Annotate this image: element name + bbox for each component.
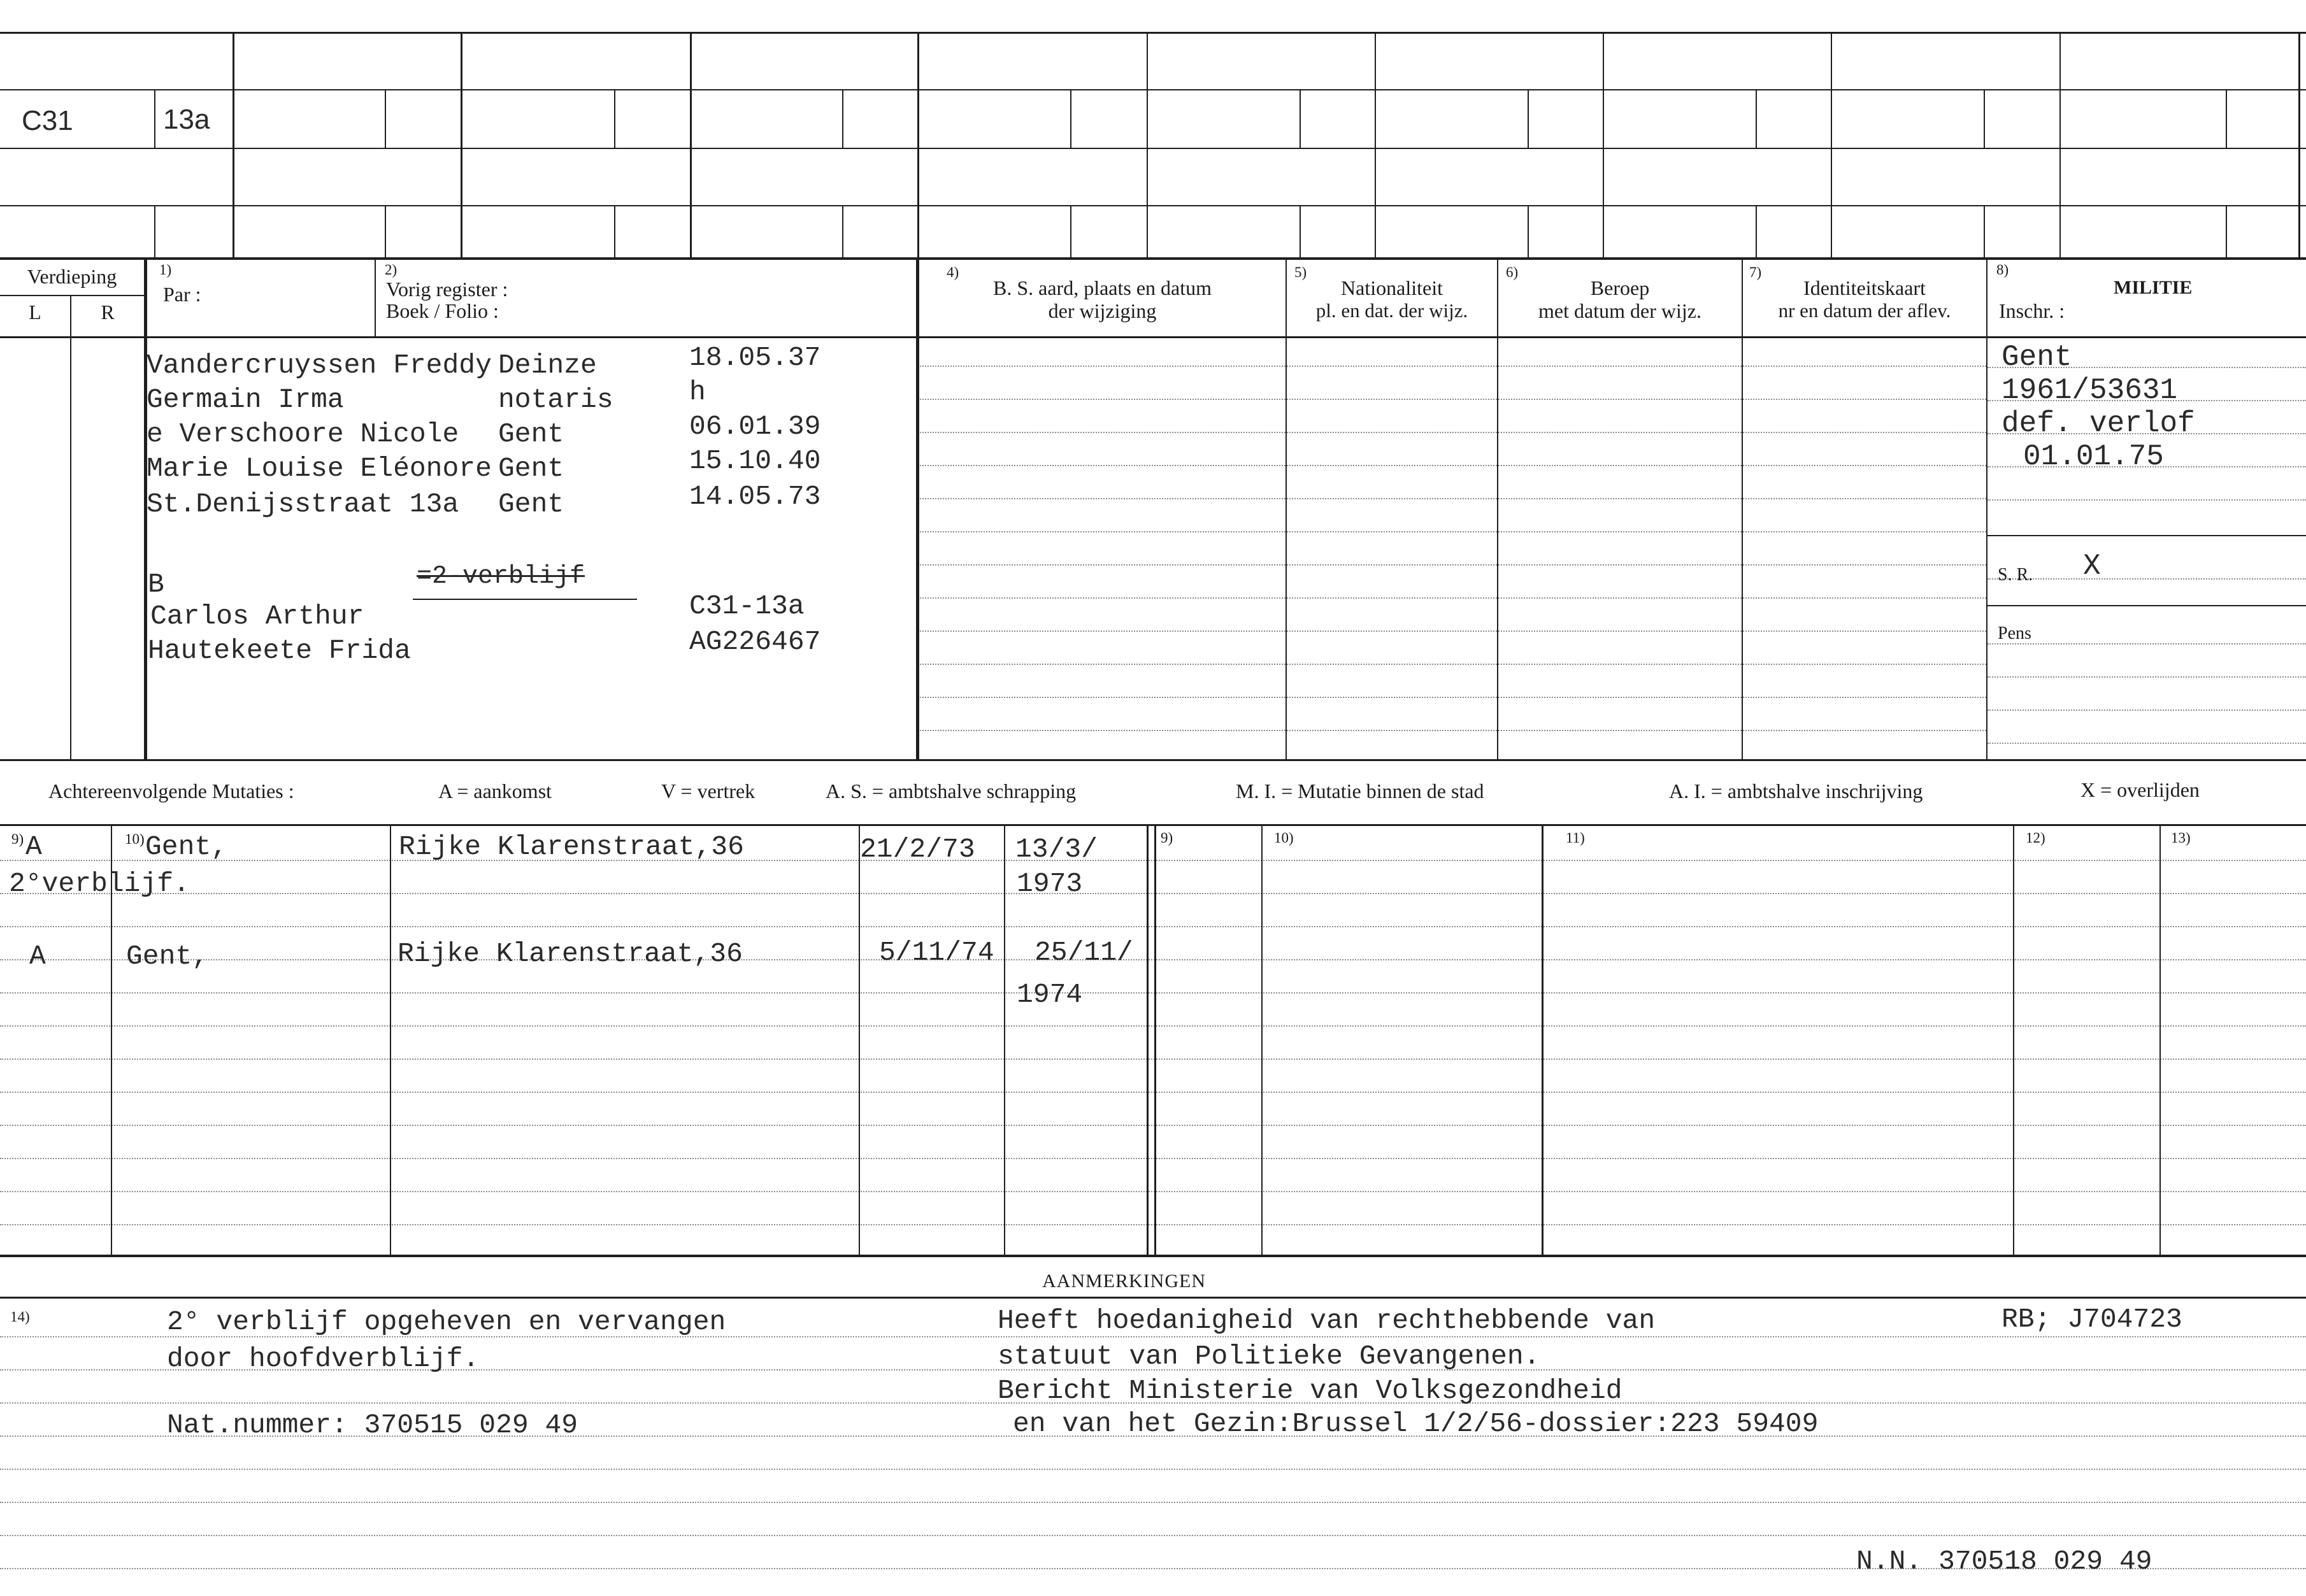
beroep-header-line2: met datum der wijz. — [1538, 299, 1701, 322]
beroep-header-line1: Beroep — [1590, 276, 1650, 299]
remark-left-line1: 2° verblijf opgeheven en vervangen — [167, 1306, 726, 1337]
dotted-ruling — [0, 893, 2306, 894]
col-r-label: R — [101, 301, 115, 324]
dotted-ruling — [1987, 499, 2306, 501]
legend-item-inschrijving: A. I. = ambtshalve inschrijving — [1669, 780, 1923, 802]
col-10b-number: 10) — [1274, 830, 1294, 846]
mutation-2-date13a: 25/11/ — [1035, 937, 1133, 968]
mutation-1-date12: 21/2/73 — [860, 834, 975, 865]
dotted-ruling — [1987, 643, 2306, 645]
dotted-ruling — [0, 1125, 2306, 1126]
col-14-number: 14) — [10, 1309, 30, 1325]
legend-item-schrapping: A. S. = ambtshalve schrapping — [826, 780, 1077, 802]
inschr-label: Inschr. : — [1999, 299, 2065, 322]
dotted-ruling — [920, 664, 1986, 665]
mutation-1-date13b: 1973 — [1017, 868, 1083, 899]
person-row-place: Gent — [498, 418, 564, 450]
persons-frida: Hautekeete Frida — [148, 635, 411, 666]
col-2-number: 2) — [385, 262, 397, 278]
col-9b-number: 9) — [1161, 830, 1173, 846]
dotted-ruling — [1987, 709, 2306, 711]
col-12-number: 12) — [2026, 830, 2045, 846]
legend-item-mutatie: M. I. = Mutatie binnen de stad — [1236, 780, 1484, 802]
nationaliteit-header-line2: pl. en dat. der wijz. — [1315, 299, 1468, 322]
pens-label: Pens — [1998, 623, 2031, 643]
identiteitskaart-header-line2: nr en datum der aflev. — [1778, 299, 1951, 322]
dotted-ruling — [920, 697, 1986, 698]
dotted-ruling — [920, 399, 1986, 400]
remark-nn-number: N.N. 370518 029 49 — [1856, 1546, 2152, 1577]
vorig-register-label: Vorig register : — [386, 278, 508, 301]
militie-line2: 1961/53631 — [2002, 374, 2178, 407]
par-label: Par : — [163, 283, 201, 306]
dotted-ruling — [0, 1058, 2306, 1060]
remarks-title: AANMERKINGEN — [1042, 1271, 1206, 1292]
cell-c31: C31 — [22, 105, 73, 136]
dotted-ruling — [0, 1469, 2306, 1470]
legend-item-overlijden: X = overlijden — [2080, 778, 2200, 801]
col-8-number: 8) — [1996, 262, 2009, 278]
cell-13a: 13a — [163, 104, 210, 135]
dotted-ruling — [920, 465, 1986, 466]
persons-carlos-code: C31-13a — [689, 590, 805, 622]
mutation-2-date12: 5/11/74 — [879, 937, 994, 968]
bs-header-line1: B. S. aard, plaats en datum — [992, 276, 1212, 299]
dotted-ruling — [0, 926, 2306, 927]
dotted-ruling — [920, 531, 1986, 532]
col-1-number: 1) — [159, 262, 172, 278]
persons-frida-code: AG226467 — [689, 626, 821, 657]
col-10-number: 10) — [125, 831, 145, 847]
militie-label: MILITIE — [2114, 277, 2193, 298]
dotted-ruling — [920, 631, 1986, 632]
person-row-place: notaris — [498, 384, 613, 415]
dotted-ruling — [920, 432, 1986, 433]
person-row-place: Gent — [498, 453, 564, 484]
col-4-number: 4) — [947, 264, 959, 280]
mutation-2-city: Gent, — [126, 941, 209, 972]
legend-item-aankomst: A = aankomst — [438, 780, 552, 802]
dotted-ruling — [0, 1502, 2306, 1503]
sr-value: X — [2083, 550, 2101, 583]
persons-strike-note: =2-verblijf — [417, 562, 585, 591]
person-row-place: Deinze — [498, 350, 597, 381]
remark-right-line1: Heeft hoedanigheid van rechthebbende van — [998, 1305, 1656, 1336]
mutation-2-date13b: 1974 — [1017, 979, 1083, 1010]
col-5-number: 5) — [1294, 264, 1307, 280]
mutation-1-street: Rijke Klarenstraat,36 — [399, 831, 744, 862]
boek-folio-label: Boek / Folio : — [386, 299, 499, 322]
person-row-place: Gent — [498, 488, 564, 520]
mutation-1-note: 2°verblijf. — [9, 868, 190, 899]
remark-right-line3: Bericht Ministerie van Volksgezondheid — [998, 1375, 1622, 1406]
person-row-date: 18.05.37 — [689, 342, 821, 373]
dotted-ruling — [0, 1224, 2306, 1225]
person-row-name: Germain Irma — [147, 384, 344, 415]
mutation-2-street: Rijke Klarenstraat,36 — [397, 938, 743, 969]
legend-title: Achtereenvolgende Mutaties : — [48, 780, 294, 802]
remark-rb-number: RB; J704723 — [2002, 1304, 2182, 1335]
dotted-ruling — [0, 1191, 2306, 1192]
col-7-number: 7) — [1749, 264, 1762, 280]
dotted-ruling — [0, 1158, 2306, 1159]
dotted-ruling — [0, 1535, 2306, 1536]
mutation-2-code: A — [29, 941, 46, 972]
col-9-number: 9) — [11, 831, 24, 847]
bs-header-line2: der wijziging — [1048, 299, 1157, 322]
identiteitskaart-header-line1: Identiteitskaart — [1803, 276, 1926, 299]
remark-right-line2: statuut van Politieke Gevangenen. — [998, 1341, 1540, 1372]
dotted-ruling — [1987, 578, 2306, 580]
remark-left-line2: door hoofdverblijf. — [167, 1343, 480, 1374]
dotted-ruling — [920, 564, 1986, 566]
col-l-label: L — [29, 301, 41, 324]
col-11-number: 11) — [1566, 830, 1585, 846]
dotted-ruling — [1987, 676, 2306, 678]
dotted-ruling — [0, 1092, 2306, 1093]
remark-right-line4: en van het Gezin:Brussel 1/2/56-dossier:223 59409 — [1013, 1408, 1819, 1439]
dotted-ruling — [920, 730, 1986, 731]
dotted-ruling — [920, 597, 1986, 599]
person-row-date: 14.05.73 — [689, 481, 821, 512]
person-row-date: 06.01.39 — [689, 411, 821, 442]
col-13-number: 13) — [2171, 830, 2191, 846]
militie-line1: Gent — [2002, 341, 2072, 374]
nationaliteit-header-line1: Nationaliteit — [1341, 276, 1443, 299]
person-row-name: Vandercruyssen Freddy — [147, 350, 492, 381]
dotted-ruling — [0, 1025, 2306, 1027]
dotted-ruling — [920, 498, 1986, 499]
person-row-date: 15.10.40 — [689, 445, 821, 476]
legend-item-vertrek: V = vertrek — [661, 780, 756, 802]
dotted-ruling — [1987, 743, 2306, 744]
verdieping-label: Verdieping — [27, 265, 117, 288]
person-row-name: St.Denijsstraat 13a — [147, 488, 459, 520]
dotted-ruling — [920, 366, 1986, 367]
remark-left-line3: Nat.nummer: 370515 029 49 — [167, 1409, 578, 1441]
persons-carlos: Carlos Arthur — [150, 601, 364, 632]
person-row-name: e Verschoore Nicole — [147, 418, 459, 450]
person-row-name: Marie Louise Eléonore — [147, 453, 492, 484]
mutation-1-city: Gent, — [145, 831, 228, 862]
militie-line3: def. verlof — [2002, 407, 2195, 440]
mutation-1-date13a: 13/3/ — [1015, 834, 1098, 865]
sr-label: S. R. — [1998, 565, 2033, 585]
militie-line4: 01.01.75 — [2023, 440, 2164, 473]
col-6-number: 6) — [1506, 264, 1519, 280]
persons-b-mark: B — [148, 569, 164, 600]
dotted-ruling — [0, 992, 2306, 994]
mutation-1-code: A — [25, 831, 42, 862]
person-row-date: h — [689, 376, 706, 408]
dotted-ruling — [0, 860, 2306, 861]
dotted-ruling — [0, 959, 2306, 960]
